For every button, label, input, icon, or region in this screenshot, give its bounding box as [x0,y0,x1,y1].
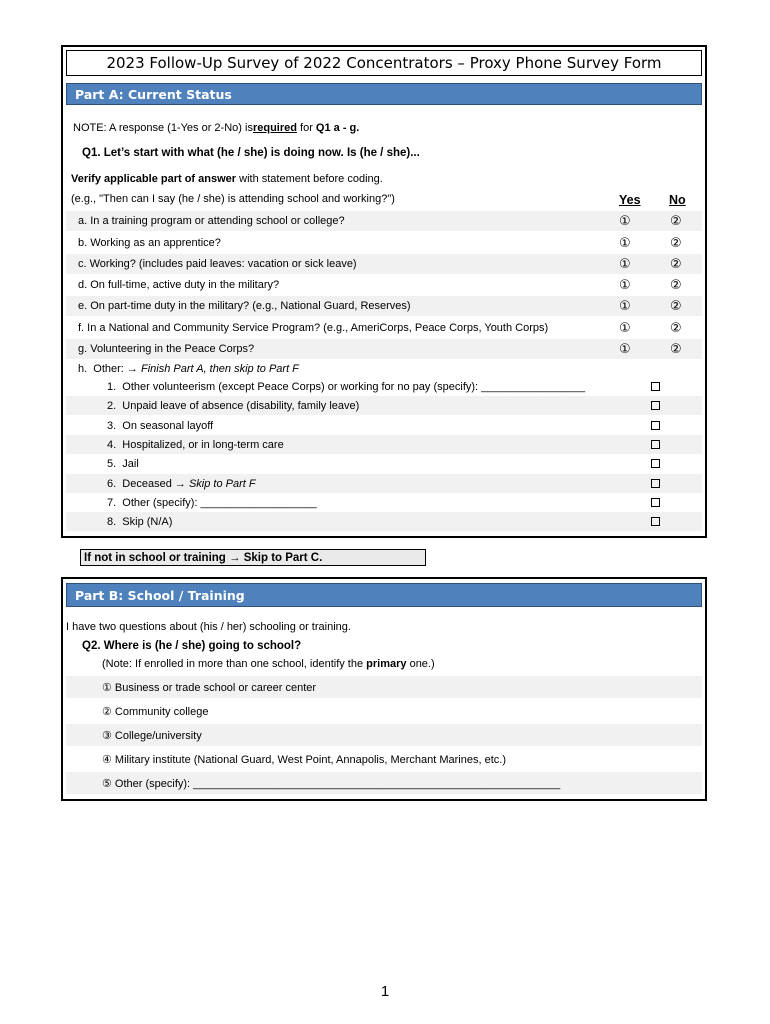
other-sub-item-label: 8. Skip (N/A) [107,515,173,528]
q1-item-row [66,339,702,359]
q1-other-row [66,361,702,377]
part-a-note [66,119,702,137]
part-a-frame [61,45,707,538]
page-number: 1 [380,983,390,1000]
q2-option[interactable]: ④ Military institute (National Guard, West Point, Annapolis, Merchant Marines, etc.) [102,753,506,766]
yes-option[interactable]: ① [619,213,631,229]
q1-item-row [66,296,702,316]
note-q: Q1 a - g. [315,122,360,134]
q2-note-bold: primary [366,658,407,670]
q2-note-post: one.) [406,658,435,670]
q1-item-row [66,233,702,253]
no-option[interactable]: ② [670,277,682,293]
other-sub-item-row [66,377,702,396]
deceased-instruction: Skip to Part F [188,477,256,490]
skip-note: If not in school or training → Skip to Part C. [80,549,426,566]
q1-item-label: d. On full-time, active duty in the military? [78,279,280,291]
q2-option[interactable]: ② Community college [102,705,209,718]
part-b-intro: I have two questions about (his / her) schooling or training. [66,621,351,633]
checkbox[interactable] [651,440,660,449]
verify-rest: with statement before coding. [236,173,383,185]
other-sub-item-label: 1. Other volunteerism (except Peace Corps) or working for no pay (specify): _________________ [107,380,586,393]
checkbox[interactable] [651,517,660,526]
other-label: h. Other: → [78,363,141,375]
no-option[interactable]: ② [670,298,682,314]
q1-item-row [66,211,702,231]
other-instruction: Finish Part A, then skip to Part F [140,363,299,375]
other-sub-item-label: 7. Other (specify): ___________________ [107,496,317,509]
q1-text: Q1. Let’s start with what (he / she) is doing now. Is (he / she)... [82,147,420,159]
q1-item-label: b. Working as an apprentice? [78,237,221,249]
q1-item-row [66,318,702,338]
yes-option[interactable]: ① [619,256,631,272]
part-b-header: Part B: School / Training [66,583,702,607]
q2-note-pre: (Note: If enrolled in more than one school, identify the [102,658,367,670]
yes-option[interactable]: ① [619,235,631,251]
checkbox[interactable] [651,459,660,468]
other-sub-item-row [66,454,702,473]
no-header: No [669,193,686,207]
q2-note [66,655,702,673]
other-sub-item-row [66,416,702,435]
checkbox[interactable] [651,479,660,488]
other-sub-item-label: 6. Deceased → [107,477,189,490]
yes-option[interactable]: ① [619,277,631,293]
q1-item-row [66,275,702,295]
example-line: (e.g., "Then can I say (he / she) is attending school and working?") [71,193,395,205]
q2-option[interactable]: ① Business or trade school or career center [66,676,702,698]
other-sub-item-row [66,512,702,531]
other-sub-item-row [66,435,702,454]
verify-bold: Verify applicable part of answer [71,173,237,185]
verify-line [66,170,702,188]
no-option[interactable]: ② [670,256,682,272]
checkbox[interactable] [651,498,660,507]
part-a-header: Part A: Current Status [66,83,702,105]
q1-item-label: f. In a National and Community Service Program? (e.g., AmeriCorps, Peace Corps, Youth Corps) [78,322,549,334]
other-sub-item-label: 5. Jail [107,457,139,470]
no-option[interactable]: ② [670,213,682,229]
q2-text: Q2. Where is (he / she) going to school? [82,639,302,652]
note-for: for [296,122,316,134]
note-prefix: NOTE: A response (1-Yes or 2-No) is [73,122,253,134]
checkbox[interactable] [651,382,660,391]
q1-item-label: e. On part-time duty in the military? (e.g., National Guard, Reserves) [78,300,411,312]
q1-item-label: g. Volunteering in the Peace Corps? [78,343,255,355]
note-required: required [252,122,297,134]
q1-item-label: a. In a training program or attending school or college? [78,215,345,227]
no-option[interactable]: ② [670,341,682,357]
q2-option[interactable]: ⑤ Other (specify): ____________________________________________________________ [66,772,702,794]
other-sub-item-row [66,493,702,512]
other-sub-item-label: 3. On seasonal layoff [107,419,214,432]
q2-option[interactable]: ③ College/university [66,724,702,746]
form-title: 2023 Follow-Up Survey of 2022 Concentrators – Proxy Phone Survey Form [66,50,702,76]
other-sub-item-label: 4. Hospitalized, or in long-term care [107,438,284,451]
checkbox[interactable] [651,401,660,410]
yes-header: Yes [619,193,641,207]
other-sub-item-row [66,474,702,493]
q1-item-label: c. Working? (includes paid leaves: vacation or sick leave) [78,258,357,270]
yes-option[interactable]: ① [619,298,631,314]
yes-option[interactable]: ① [619,320,631,336]
q1-item-row [66,254,702,274]
other-sub-item-row [66,396,702,415]
other-sub-item-label: 2. Unpaid leave of absence (disability, family leave) [107,399,360,412]
part-b-frame [61,577,707,801]
checkbox[interactable] [651,421,660,430]
yes-option[interactable]: ① [619,341,631,357]
no-option[interactable]: ② [670,235,682,251]
no-option[interactable]: ② [670,320,682,336]
